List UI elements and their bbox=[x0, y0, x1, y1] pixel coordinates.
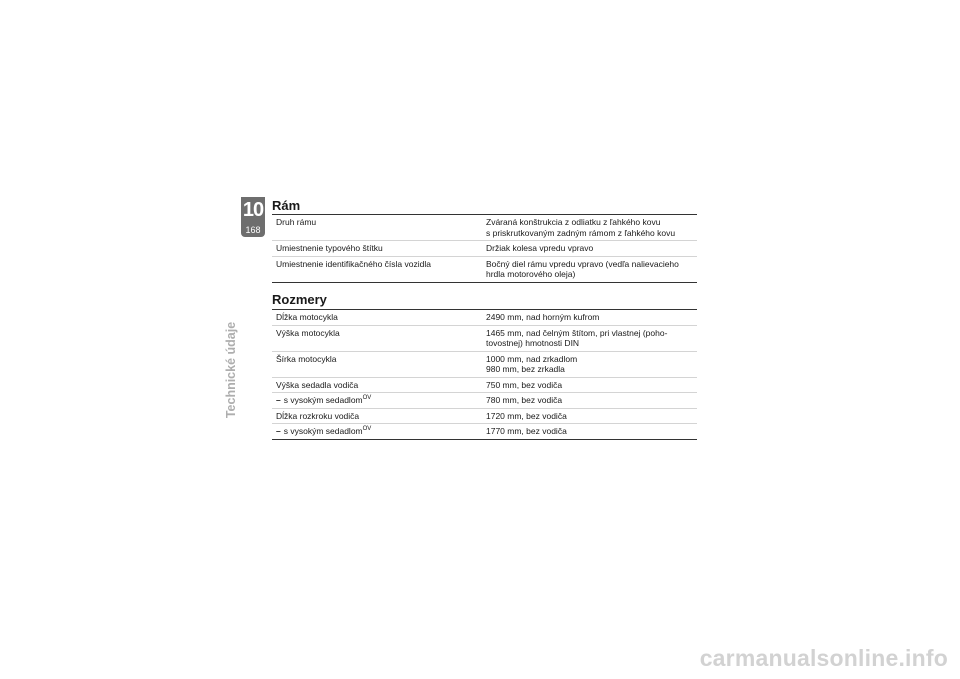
option-superscript: OV bbox=[362, 395, 372, 402]
table-row bbox=[272, 408, 697, 424]
table-row bbox=[272, 215, 697, 240]
spec-value-line: 1000 mm, nad zrkadlom bbox=[486, 353, 578, 364]
spec-value-line: Zváraná konštrukcia z odliatku z ľahkého kovu bbox=[486, 217, 661, 227]
spec-label: Dĺžka rozkroku vodiča bbox=[276, 410, 360, 421]
spec-value-line: 1770 mm, bez vodiča bbox=[486, 426, 567, 436]
section-heading-frame: Rám bbox=[272, 198, 301, 213]
spec-label: Výška motocykla bbox=[276, 327, 340, 338]
spec-value bbox=[486, 424, 697, 439]
spec-value bbox=[486, 409, 697, 424]
chapter-side-title: Technické údaje bbox=[224, 321, 238, 419]
dash-marker: – bbox=[276, 395, 281, 405]
spec-label-text: s vysokým sedadlom bbox=[283, 395, 363, 405]
spec-value bbox=[486, 326, 697, 351]
chapter-number: 10 bbox=[242, 199, 264, 221]
spec-label: Výška sedadla vodiča bbox=[276, 379, 359, 390]
spec-value-line: 1465 mm, nad čelným štítom, pri vlastnej (poho- bbox=[486, 327, 668, 338]
table-row bbox=[272, 377, 697, 393]
table-row bbox=[272, 392, 697, 408]
spec-value-line: Bočný diel rámu vpredu vpravo (vedľa nalievacieho bbox=[486, 258, 679, 269]
spec-value-line: 780 mm, bez vodiča bbox=[486, 395, 563, 405]
section-heading-dimensions: Rozmery bbox=[272, 292, 327, 307]
spec-label: Umiestnenie identifikačného čísla vozidla bbox=[276, 258, 431, 269]
spec-value-line: Držiak kolesa vpredu vpravo bbox=[486, 243, 594, 253]
spec-value-line: tovostnej) hmotnosti DIN bbox=[486, 338, 580, 348]
spec-value-line: 1720 mm, bez vodiča bbox=[486, 410, 567, 421]
table-row bbox=[272, 325, 697, 351]
spec-label: Umiestnenie typového štítku bbox=[276, 243, 383, 253]
spec-label bbox=[272, 393, 486, 408]
spec-value-line: hrdla motorového oleja) bbox=[486, 269, 576, 279]
spec-value-line: 980 mm, bez zrkadla bbox=[486, 364, 565, 374]
spec-label: Dĺžka motocykla bbox=[276, 312, 338, 322]
dash-marker: – bbox=[276, 426, 281, 436]
frame-spec-table bbox=[272, 214, 697, 283]
table-row bbox=[272, 240, 697, 256]
spec-value bbox=[486, 215, 697, 240]
spec-value bbox=[486, 378, 697, 393]
table-row bbox=[272, 351, 697, 377]
spec-value bbox=[486, 257, 697, 282]
spec-value bbox=[486, 241, 697, 256]
spec-value-line: 750 mm, bez vodiča bbox=[486, 379, 563, 390]
dimensions-spec-table bbox=[272, 309, 697, 440]
spec-label bbox=[272, 424, 486, 439]
table-row bbox=[272, 256, 697, 282]
spec-label: Šírka motocykla bbox=[276, 353, 337, 364]
spec-value bbox=[486, 393, 697, 408]
spec-label-text: s vysokým sedadlom bbox=[283, 426, 363, 436]
table-row bbox=[272, 310, 697, 325]
spec-value bbox=[486, 352, 697, 377]
spec-value-line: 2490 mm, nad horným kufrom bbox=[486, 312, 600, 322]
table-row bbox=[272, 423, 697, 439]
spec-value-line: s priskrutkovaným zadným rámom z ľahkého kovu bbox=[486, 227, 676, 238]
watermark: carmanualsonline.info bbox=[699, 645, 948, 671]
spec-label: Druh rámu bbox=[276, 217, 317, 227]
spec-value bbox=[486, 310, 697, 325]
page-number: 168 bbox=[245, 225, 261, 235]
option-superscript: OV bbox=[362, 426, 372, 433]
